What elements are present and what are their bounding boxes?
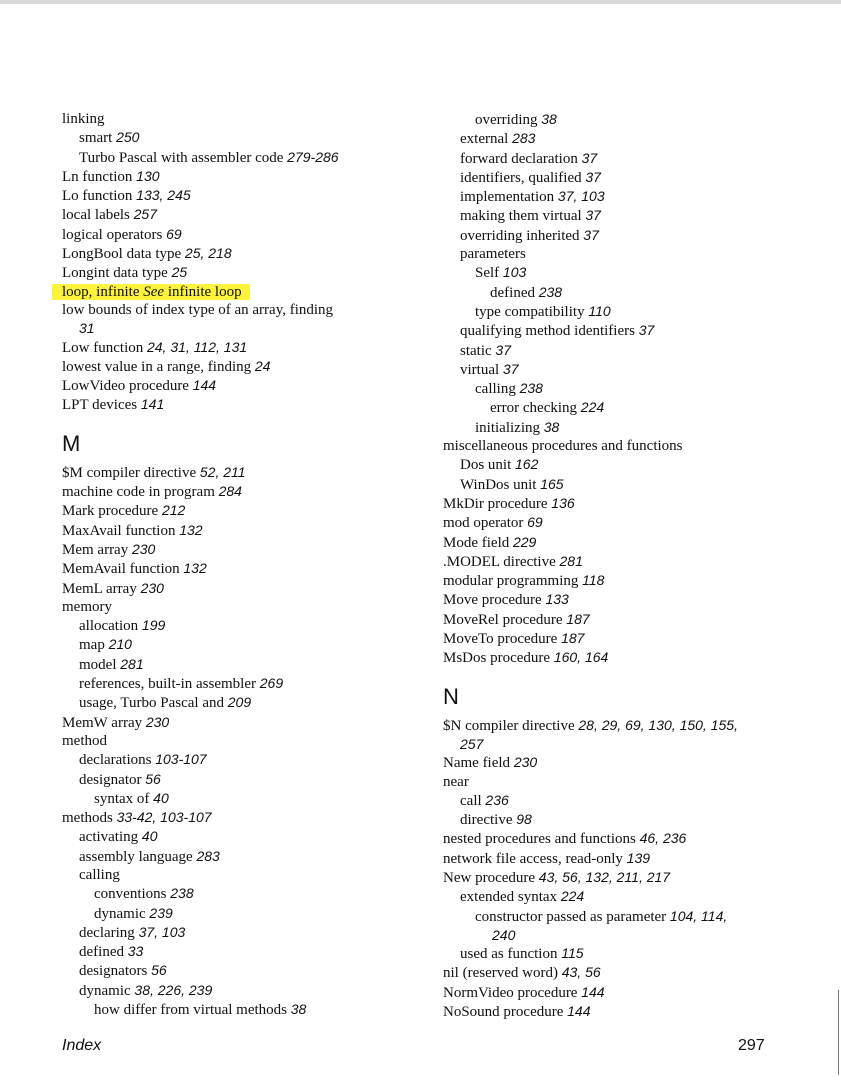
index-entry-pages: 162 [515,456,539,473]
index-entry-term: $N compiler directive [443,717,579,734]
index-entry-term: linking [62,111,105,127]
scan-right-edge [838,990,839,1075]
index-entry-pages: 141 [140,396,165,413]
index-entry-term: allocation [79,618,142,635]
index-entry-pages: 56 [151,962,167,979]
index-entry [443,944,773,963]
index-entry [443,849,773,868]
index-entry-term: MoveRel procedure [443,611,567,628]
index-entry [62,770,432,789]
index-entry-pages: 144 [192,377,217,394]
index-entry-term: assembly language [79,848,197,865]
footer-page-number: 297 [738,1037,765,1054]
index-entry-term: .MODEL directive [443,553,560,570]
index-entry [443,321,773,340]
index-entry-pages: 132 [179,521,203,538]
index-entry-pages: 37 [581,149,598,166]
index-entry [62,732,432,750]
index-entry [62,598,432,616]
index-entry-term: implementation [460,189,558,206]
index-entry-pages: 25 [171,264,188,281]
index-entry-term: miscellaneous procedures and functions [443,438,683,455]
index-entry-pages: 238 [538,283,563,300]
index-entry-term: method [62,732,107,749]
index-entry-term: parameters [460,246,526,263]
index-entry-term: Move procedure [443,592,546,609]
index-entry-term: usage, Turbo Pascal and [79,695,228,712]
index-entry-pages: 115 [561,945,584,962]
index-entry [443,810,773,829]
index-entry [443,590,773,609]
index-entry-term: New procedure [443,869,539,886]
index-entry-pages: 239 [149,904,173,921]
index-entry [62,540,432,559]
index-entry [62,655,432,674]
index-entry-term: type compatibility [475,303,589,320]
index-column-left [62,110,432,1019]
index-entry-term: machine code in program [62,484,219,501]
index-entry [443,629,773,648]
index-entry [62,827,432,846]
index-entry-pages: 37 [495,341,511,358]
index-entry-pages: 37 [585,207,601,224]
index-entry [443,610,773,629]
index-entry [443,437,773,455]
index-entry-pages: 24 [254,357,271,374]
index-entry [62,167,432,186]
index-entry-term: $M compiler directive [62,464,200,481]
index-entry [443,475,773,494]
index-entry-term: lowest value in a range, finding [62,358,255,375]
see-reference-label: See [143,283,165,300]
index-entry [62,693,432,712]
index-entry-term: Mode field [443,534,513,551]
index-entry [62,395,432,414]
index-entry [443,963,773,982]
index-entry-term: Dos unit [460,457,516,474]
index-entry [443,983,773,1002]
index-entry [443,129,773,148]
index-entry [62,923,432,942]
index-entry [62,205,432,224]
index-entry [443,887,773,906]
index-entry-pages: 144 [567,1003,591,1020]
scan-top-edge [0,0,841,4]
index-entry-pages: 103 [502,264,527,281]
index-entry [62,981,432,1000]
index-entry-term: Name field [443,755,514,772]
index-entry-pages: 43, 56, 132, 211, 217 [538,868,671,885]
index-entry-pages: 52, 211 [199,463,246,480]
index-entry-pages: 25, 218 [184,245,232,262]
index-entry [62,635,432,654]
index-entry-term: NoSound procedure [443,1004,568,1021]
index-entry-term: calling [475,381,520,398]
index-entry-term: call [460,792,486,809]
index-entry [443,648,773,667]
index-entry-term: LongBool data type [62,246,185,263]
index-entry-term: activating [79,829,142,846]
index-entry-pages: 38 [541,111,557,127]
index-entry-pages: 104, 114, [669,907,728,924]
section-letter-heading: M [62,430,81,456]
index-entry-term: logical operators [62,226,167,243]
index-entry-pages: 33 [127,943,144,960]
index-entry-term: nil (reserved word) [443,965,562,982]
index-entry-term: static [460,342,496,359]
index-entry-term: references, built-in assembler [79,676,260,693]
index-entry-pages-continued: 240 [492,926,516,943]
index-entry-term: overriding inherited [460,227,584,244]
index-entry [62,501,432,520]
index-entry-pages: 56 [145,770,161,787]
index-entry-pages: 69 [166,225,182,242]
index-entry-pages: 38 [290,1001,307,1018]
index-entry-term: dynamic [94,905,150,922]
index-entry-pages: 269 [259,675,284,692]
index-entry [443,868,773,887]
index-entry-term: LowVideo procedure [62,378,193,395]
index-entry-term: directive [460,812,517,829]
index-entry-pages: 224 [560,888,585,905]
index-entry [62,1000,432,1019]
index-entry-pages: 230 [140,579,164,596]
index-entry [62,559,432,578]
index-entry [62,961,432,980]
index-entry-pages: 37 [585,168,601,185]
index-entry-pages: 28, 29, 69, 130, 150, 155, [578,716,738,733]
index-entry [443,552,773,571]
index-entry [62,847,432,866]
index-entry [62,713,432,732]
index-entry-pages: 37, 103 [557,188,605,205]
index-entry [62,750,432,769]
index-entry-pages: 160, 164 [553,649,609,666]
index-entry [62,674,432,693]
index-entry-term: virtual [460,361,503,378]
index-entry-term: WinDos unit [460,476,541,493]
index-entry-pages: 284 [218,483,242,500]
index-entry-term: identifiers, qualified [460,169,586,186]
index-entry [62,579,432,598]
index-entry-pages: 283 [512,130,536,147]
index-entry [443,398,773,417]
index-entry [443,1002,773,1021]
index-entry-term: methods [62,810,117,827]
index-entry-term: MemAvail function [62,561,184,578]
index-entry [62,338,432,357]
index-entry [443,187,773,206]
index-entry-pages: 103-107 [155,751,207,768]
index-entry [62,789,432,808]
index-entry [62,244,432,263]
index-entry-pages: 187 [561,630,585,647]
index-entry-pages: 224 [580,399,605,416]
index-entry [443,341,773,360]
index-entry-term: MsDos procedure [443,650,554,667]
index-entry-pages: 98 [516,811,532,828]
index-entry-pages: 40 [153,789,169,806]
see-reference-target: infinite loop [164,283,242,300]
index-entry-pages-continued: 31 [79,320,95,337]
index-entry-term: MemW array [62,714,146,731]
index-entry-term: external [460,131,513,148]
index-entry-term: qualifying method identifiers [460,323,639,340]
index-entry [443,168,773,187]
index-entry-pages: 37, 103 [138,923,186,940]
index-entry-term: memory [62,598,112,615]
index-entry [62,301,432,338]
index-entry-pages-continued: 257 [460,735,484,752]
index-entry-pages: 110 [588,302,611,319]
index-entry-term: Mem array [62,541,132,558]
index-entry-term: conventions [94,886,171,903]
index-entry-term: extended syntax [460,889,561,906]
index-entry [443,773,773,791]
index-entry [62,283,432,301]
index-entry [62,904,432,923]
index-entry [443,455,773,474]
index-entry-term: error checking [490,400,581,417]
index-entry-pages: 210 [108,636,132,653]
index-entry-pages: 187 [566,610,590,627]
index-entry-pages: 37 [583,226,599,243]
index-entry-term: modular programming [443,573,583,590]
index-entry-term: Ln function [62,168,137,185]
index-entry-pages: 230 [145,713,170,730]
index-entry-term: low bounds of index type of an array, finding [62,301,334,318]
index-entry [62,866,432,884]
index-entry-term: Longint data type [62,265,172,282]
index-entry [443,245,773,263]
index-entry-term: designators [79,963,152,980]
index-entry [443,283,773,302]
index-entry-pages: 250 [116,129,140,146]
index-entry-pages: 283 [196,847,220,864]
index-entry [443,302,773,321]
index-entry-term: Self [475,265,503,282]
index-entry [443,360,773,379]
index-entry-term: Mark procedure [62,503,162,520]
index-entry-pages: 136 [551,494,575,511]
index-entry [443,907,773,945]
index-entry [443,263,773,282]
index-entry [443,533,773,552]
index-entry-pages: 69 [527,514,543,531]
index-entry-pages: 38, 226, 239 [134,981,213,998]
index-entry-term: forward declaration [460,150,582,167]
index-entry [62,225,432,244]
index-entry [62,357,432,376]
index-entry [62,263,432,282]
index-entry [443,791,773,810]
index-entry [62,616,432,635]
index-entry-term: initializing [475,419,544,436]
index-entry-term: calling [79,866,120,883]
index-entry-pages: 279-286 [287,148,339,165]
index-entry [443,149,773,168]
index-entry-term: overriding [475,112,542,128]
index-entry-term: declaring [79,924,139,941]
index-entry-term: local labels [62,207,134,224]
index-entry-term: Low function [62,339,147,356]
index-entry-pages: 33-42, 103-107 [116,809,212,826]
index-entry-pages: 236 [485,791,509,808]
index-entry-term: nested procedures and functions [443,831,640,848]
index-entry-pages: 229 [512,533,537,550]
index-entry [62,148,432,167]
index-entry-term: dynamic [79,982,135,999]
index-entry [62,808,432,827]
index-entry-pages: 133 [545,591,569,608]
index-entry-pages: 24, 31, 112, 131 [146,338,248,355]
footer-section-label: Index [62,1037,102,1054]
index-entry [443,716,773,754]
index-entry-pages: 281 [120,655,144,672]
index-entry-pages: 212 [161,502,186,519]
index-entry-term: defined [490,284,539,301]
index-entry [62,376,432,395]
index-entry-term: map [79,637,109,654]
index-entry [62,463,432,482]
index-entry [443,753,773,772]
index-entry-term: declarations [79,752,156,769]
index-entry-pages: 37 [502,360,519,377]
section-letter-heading: N [443,683,459,709]
index-entry-term: mod operator [443,515,528,532]
index-entry [443,418,773,437]
index-entry-pages: 43, 56 [561,964,601,981]
index-entry [443,206,773,225]
index-entry-term: used as function [460,946,562,963]
index-entry-pages: 46, 236 [639,830,687,847]
index-entry-term: designator [79,771,146,788]
highlighted-entry [52,284,250,300]
index-entry-term: MoveTo procedure [443,631,562,648]
index-entry-term: smart [79,130,117,147]
index-entry [443,829,773,848]
index-entry-term: MaxAvail function [62,522,180,539]
index-entry [62,128,432,147]
index-entry-pages: 230 [131,540,156,557]
index-entry-pages: 230 [513,754,538,771]
index-entry-term: Turbo Pascal with assembler code [79,149,288,166]
index-entry-term: model [79,656,121,673]
index-entry [62,110,432,128]
index-entry-pages: 132 [183,560,207,577]
index-entry-pages: 238 [170,885,194,902]
index-entry-pages: 199 [141,617,166,634]
index-entry-term: how differ from virtual methods [94,1002,291,1019]
index-entry [62,482,432,501]
index-entry-pages: 257 [133,206,157,223]
index-entry [443,494,773,513]
index-entry-term: MemL array [62,580,141,597]
index-entry-term: near [443,773,469,790]
index-entry-pages: 281 [559,552,583,569]
index-entry-term: loop, infinite [62,283,144,300]
index-entry-pages: 144 [581,983,605,1000]
index-entry [62,186,432,205]
index-entry-pages: 40 [141,828,158,845]
index-entry [62,521,432,540]
index-entry-term: making them virtual [460,208,586,225]
index-column-right [443,110,773,1021]
index-entry-pages: 133, 245 [136,187,191,204]
index-entry [443,226,773,245]
index-entry-term: syntax of [94,790,154,807]
index-entry-term: defined [79,944,128,961]
index-entry [62,884,432,903]
index-entry-term: MkDir procedure [443,495,552,512]
index-entry-term: network file access, read-only [443,850,627,867]
index-entry-pages: 165 [540,475,564,492]
index-entry [443,110,773,129]
index-entry [443,571,773,590]
index-entry-term: NormVideo procedure [443,984,582,1001]
index-entry-pages: 139 [626,849,651,866]
index-entry-pages: 130 [136,167,160,184]
index-entry [62,942,432,961]
index-entry-pages: 38 [543,418,560,435]
index-entry-term: constructor passed as parameter [475,908,670,925]
index-entry [443,379,773,398]
index-entry [443,513,773,532]
index-entry-pages: 118 [582,572,605,589]
index-entry-term: Lo function [62,188,137,205]
index-entry-pages: 37 [638,322,655,339]
index-entry-term: LPT devices [62,397,141,414]
index-entry-pages: 238 [519,380,543,397]
index-entry-pages: 209 [227,694,252,711]
